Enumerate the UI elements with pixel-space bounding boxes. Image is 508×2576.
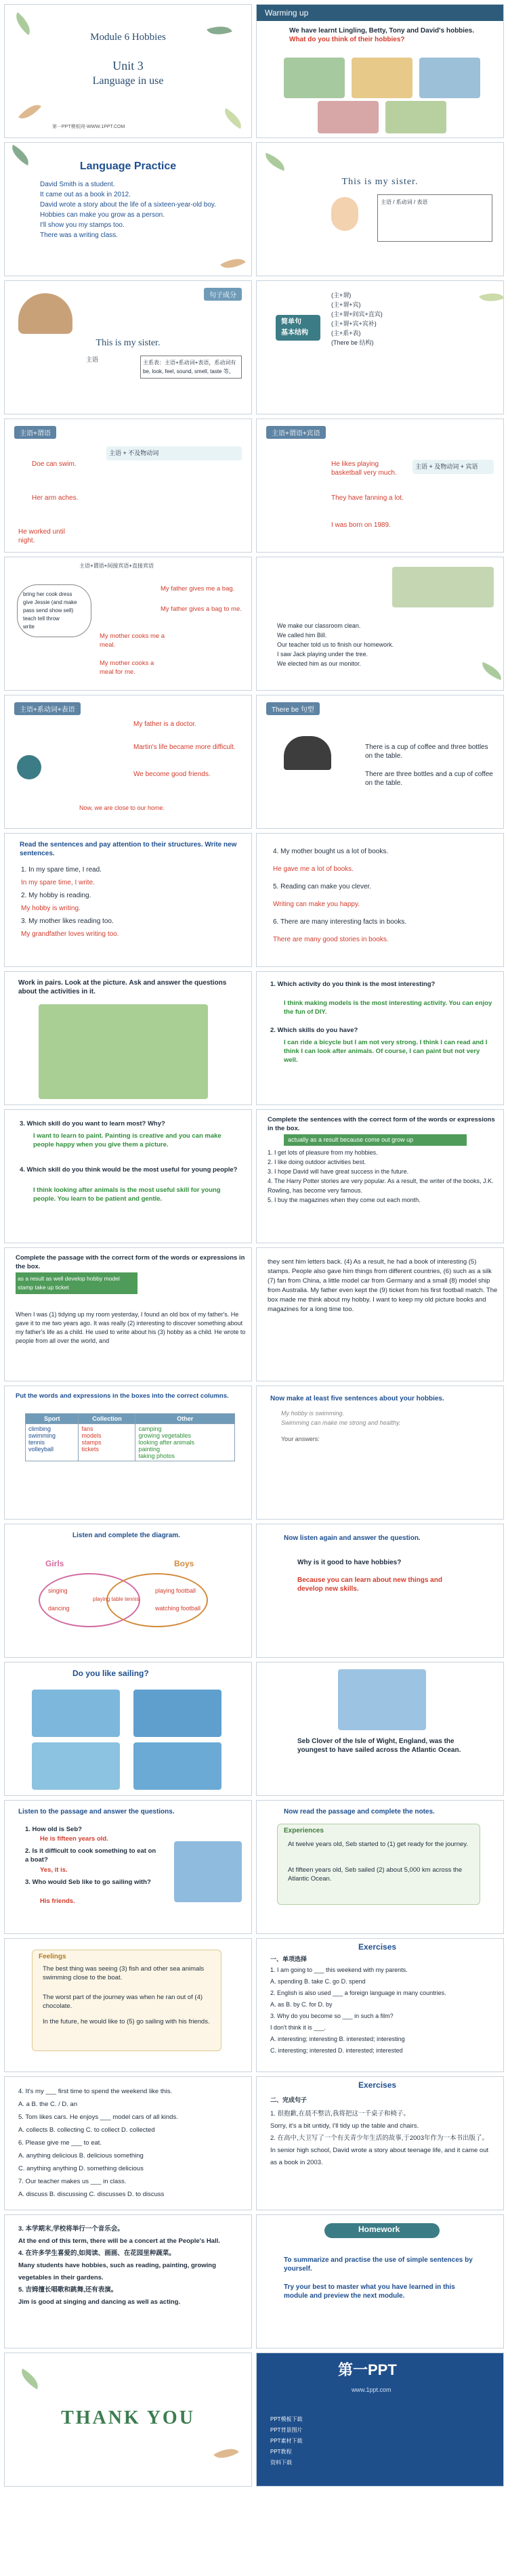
question: Why is it good to have hobbies?	[297, 1559, 402, 1566]
col-header: Sport	[26, 1414, 79, 1424]
exercise-heading: Complete the sentences with the correct form of the words or expressions in the box.	[268, 1116, 495, 1132]
lp-list	[40, 179, 216, 240]
example-sentence: He worked until night.	[18, 528, 65, 544]
lp-item: David Smith is a student.	[40, 181, 115, 188]
cell-item: fans	[81, 1425, 93, 1432]
boat-photo	[174, 1841, 242, 1902]
section-tag: 主语+谓语+宾语	[266, 426, 326, 439]
exercise-item: A. discuss B. discussing C. discusses D. to discuss	[18, 2191, 165, 2198]
answer: His friends.	[40, 1897, 75, 1905]
question: 1. Which activity do you think is the most interesting?	[270, 981, 436, 988]
exercise-item: A. as B. by C. for D. by	[270, 2001, 333, 2008]
slide-28[interactable]	[256, 1800, 504, 1934]
exercise-list	[270, 2108, 494, 2169]
diagram-answer: playing football	[155, 1587, 196, 1594]
question: 4. Which skill do you think would be the most useful for young people?	[20, 1166, 238, 1174]
structure-row: (主+谓+宾+宾补)	[331, 320, 377, 327]
example-sentence: My mother cooks a meal for me.	[100, 660, 154, 676]
slide-8[interactable]	[256, 418, 504, 553]
word-box: actually as a result because come out grow up	[284, 1134, 467, 1146]
answer-label: Your answers:	[281, 1436, 320, 1442]
hobby-picture-2	[352, 58, 412, 98]
slide-22[interactable]	[256, 1386, 504, 1520]
slide-17[interactable]	[4, 1109, 252, 1243]
slide-35[interactable]	[4, 2353, 252, 2487]
exercise-item: 6. There are many interesting facts in books.	[273, 918, 407, 926]
diagram-answer: watching football	[155, 1605, 201, 1612]
role-label: 系动词	[396, 199, 412, 205]
exercise-item: 5. Reading can make you clever.	[273, 883, 372, 890]
exercise-item: 3. Why do you become so ___ in such a film?	[270, 2013, 394, 2019]
slide-19[interactable]	[4, 1247, 252, 1381]
exercise-item: 3. 本学期末,学校将举行一个音乐会。	[18, 2225, 124, 2233]
sailing-photo-2	[133, 1690, 221, 1737]
exercise-item: Sorry, it's a bit untidy, I'll tidy up the table and chairs.	[270, 2122, 419, 2130]
hobby-picture-4	[318, 101, 379, 133]
slide-31[interactable]	[4, 2076, 252, 2210]
exercise-list	[21, 863, 238, 941]
answer: I think making models is the most interesting activity. You can enjoy the fun of DIY.	[284, 1000, 492, 1016]
sister-illustration	[331, 197, 358, 231]
structure-row: (主+系+表)	[331, 330, 361, 337]
homework-line: Try your best to master what you have learned in this module and preview the next module.	[284, 2283, 455, 2300]
answer-item: There are many good stories in books.	[273, 936, 389, 943]
answer: I think looking after animals is the most useful skill for young people. You learn to be patient and gentle.	[33, 1186, 221, 1203]
cell-item: tickets	[81, 1446, 99, 1453]
example-sentence: He likes playing basketball very much.	[331, 460, 397, 477]
cell-item: camping	[138, 1425, 162, 1432]
hobby-picture-3	[419, 58, 480, 98]
notes-label: Feelings	[39, 1953, 66, 1960]
exercise-list	[18, 2085, 242, 2201]
passage-text: they sent him letters back. (4) As a result, he had a book of interesting (5) stamps. People also gave him things from different countries, (6) such as a silk (7) fan from China, a little model car from Germany and a small (8) model ship from Australia. My father even kept the (9) ticket from his first football match. The box made me think about my hobby. I want to keep my old picture books and magazines for a long time too.	[268, 1258, 498, 1313]
exercise-subheading: 二、完成句子	[270, 2097, 308, 2103]
exercise-heading: Do you like sailing?	[72, 1669, 149, 1678]
warmup-statement: We have learnt Lingling, Betty, Tony and David's hobbies.	[289, 27, 474, 35]
answer: He is fifteen years old.	[40, 1835, 108, 1843]
exercise-heading: Read the sentences and pay attention to their structures. Write new sentences.	[20, 841, 237, 857]
role-label: 表语	[417, 199, 428, 205]
exercise-heading: Exercises	[358, 2080, 397, 2090]
exercise-item: A. anything delicious B. delicious something	[18, 2152, 144, 2160]
question: 2. Is it difficult to cook something to eat on a boat?	[25, 1847, 156, 1864]
slide-18[interactable]	[256, 1109, 504, 1243]
slide-9[interactable]	[4, 557, 252, 691]
exercise-item: At the end of this term, there will be a concert at the People's Hall.	[18, 2237, 220, 2245]
example-sentence: Her arm aches.	[32, 494, 79, 502]
slide-34[interactable]	[256, 2214, 504, 2348]
sailing-photo-3	[32, 1742, 120, 1790]
notes-box	[277, 1824, 480, 1905]
example-list	[277, 621, 480, 668]
exercise-item: 2. 在高中,大卫写了一个有关青少年生活的故事,于2003年作为一本书出版了。	[270, 2134, 488, 2142]
exercise-item: Many students have hobbies, such as reading, painting, growing vegetables in their gardens.	[18, 2262, 216, 2281]
verb-line: pass send show sell)	[23, 607, 74, 614]
table-illustration	[284, 736, 331, 770]
example-sentence: My mother cooks me a meal.	[100, 632, 165, 649]
exercise-item: 5. Tom likes cars. He enjoys ___ model cars of all kinds.	[18, 2113, 178, 2121]
seb-photo	[338, 1669, 426, 1730]
table-cell	[79, 1424, 135, 1461]
col-header: Other	[135, 1414, 235, 1424]
section-tag: 主语+谓语+间接宾语+直接宾语	[79, 563, 154, 569]
slide-14[interactable]	[256, 833, 504, 967]
brand-url: www.1ppt.com	[352, 2386, 391, 2393]
example-sentence: We become good friends.	[133, 771, 211, 778]
sailing-photo-4	[133, 1742, 221, 1790]
footer-link[interactable]: PPT教程	[270, 2449, 292, 2455]
exercise-heading: Listen to the passage and answer the questions.	[18, 1808, 175, 1816]
exercise-item: 4. My mother bought us a lot of books.	[273, 848, 389, 855]
slide-30[interactable]	[256, 1938, 504, 2072]
notes-line: In the future, he would like to (5) go sailing with his friends.	[43, 2018, 210, 2025]
diagram-answer: dancing	[48, 1605, 70, 1612]
family-illustration	[18, 293, 72, 334]
warmup-text	[289, 26, 492, 44]
note-box: 主语 + 不及物动词	[106, 446, 242, 460]
example-line: We make our classroom clean.	[277, 622, 361, 629]
exercise-item: 3. I hope David will have great success in the future.	[268, 1168, 409, 1175]
passage-text: When I was (1) tidying up my room yesterday, I found an old box of my father's. He gave it to me two years ago. It was really (2) interesting to discover something about my father's life as a child. He used to write about his (3) hobby as a child. He wrote to people from all over the world, and	[16, 1311, 246, 1344]
exercise-list	[273, 843, 490, 949]
footer-text: 第一PPT模板网-WWW.1PPT.COM	[52, 125, 125, 129]
table-cell	[135, 1424, 235, 1461]
structure-row: (主+谓)	[331, 292, 352, 299]
structure-row: (主+谓+间宾+直宾)	[331, 311, 383, 318]
answer-item: My grandfather loves writing too.	[21, 930, 119, 938]
question: 3. Who would Seb like to go sailing with?	[25, 1879, 151, 1886]
activities-picture	[39, 1004, 208, 1099]
example-line: I saw Jack playing under the tree.	[277, 651, 368, 658]
boys-label: Boys	[174, 1559, 194, 1568]
exercise-heading: Now read the passage and complete the notes.	[284, 1808, 435, 1816]
cell-item: tennis	[28, 1439, 45, 1446]
cell-item: swimming	[28, 1432, 56, 1439]
slide-36[interactable]	[256, 2353, 504, 2487]
table-cell	[26, 1424, 79, 1461]
footer-link[interactable]: PPT模板下载	[270, 2416, 303, 2422]
answer: Yes, it is.	[40, 1866, 68, 1874]
lp-item: There was a writing class.	[40, 232, 119, 239]
answer-item: Writing can make you happy.	[273, 901, 360, 908]
structure-list	[331, 291, 494, 347]
notes-label: Experiences	[284, 1827, 324, 1834]
slide-header: Warming up	[257, 5, 503, 21]
footer-link[interactable]: 资料下载	[270, 2460, 292, 2466]
slide-10[interactable]	[256, 557, 504, 691]
structure-row: (There be 结构)	[331, 339, 374, 346]
sentence-title: This is my sister.	[341, 177, 419, 187]
slide-24[interactable]	[256, 1524, 504, 1658]
seb-caption: Seb Clover of the Isle of Wight, England, was the youngest to have sailed across the Atlantic Ocean.	[297, 1738, 461, 1754]
slide-27[interactable]	[4, 1800, 252, 1934]
cell-item: models	[81, 1432, 102, 1439]
slide-7[interactable]	[4, 418, 252, 553]
cell-item: stamps	[81, 1439, 102, 1446]
example-sentence: My father gives a bag to me.	[161, 605, 242, 613]
notes-line: At twelve years old, Seb started to (1) get ready for the journey.	[288, 1841, 468, 1848]
exercise-list	[268, 1148, 498, 1205]
exercise-item: 2. I like doing outdoor activities best.	[268, 1159, 366, 1165]
sailing-photo-1	[32, 1690, 120, 1737]
hobby-picture-1	[284, 58, 345, 98]
role-label: 主语	[381, 199, 391, 205]
slide-21[interactable]	[4, 1386, 252, 1520]
word-box: as a result as well develop hobby model stamp take up ticket	[16, 1272, 137, 1294]
unit-title: Unit 3	[112, 59, 144, 72]
exercise-heading: Now listen again and answer the question.	[284, 1534, 421, 1542]
sentence-title: This is my sister.	[96, 338, 161, 348]
exercise-subheading: 一、单项选择	[270, 1956, 308, 1962]
exercise-item: Jim is good at singing and dancing as well as acting.	[18, 2298, 181, 2306]
lp-item: Hobbies can make you grow as a person.	[40, 211, 165, 219]
note-box: 主系表：主语+系动词+表语，系动词有 be, look, feel, sound, smell, taste 等。	[140, 356, 242, 379]
brand-logo: 第一PPT	[338, 2361, 397, 2378]
question: 3. Which skill do you want to learn most? Why?	[20, 1120, 165, 1128]
answer: Because you can learn about new things and develop new skills.	[297, 1576, 442, 1593]
verb-line: bring her cook dress	[23, 591, 72, 597]
example-sentence: There is a cup of coffee and three bottles on the table.	[365, 744, 488, 760]
role-label: 主语	[86, 356, 99, 363]
exercise-item: A. a B. the C. / D. an	[18, 2101, 78, 2108]
answer-item: In my spare time, I write.	[21, 879, 95, 886]
slide-25[interactable]	[4, 1662, 252, 1796]
lp-title: Language Practice	[79, 160, 177, 172]
exercise-heading: Listen and complete the diagram.	[72, 1532, 180, 1539]
label-simple-sentence: 简单句	[281, 318, 301, 326]
exercise-item: I don't think it is ___.	[270, 2024, 326, 2031]
slide-3[interactable]	[4, 142, 252, 276]
example-sentence: I was born on 1989.	[331, 521, 391, 529]
cell-item: painting	[138, 1446, 160, 1453]
slide-11[interactable]	[4, 695, 252, 829]
label-basic-structure: 基本结构	[281, 329, 308, 337]
example-sentence: Swimming can make me strong and healthy.	[281, 1419, 401, 1426]
exercise-heading: Put the words and expressions in the boxes into the correct columns.	[16, 1392, 229, 1400]
exercise-item: A. spending B. take C. go D. spend	[270, 1978, 366, 1985]
cell-item: looking after animals	[138, 1439, 195, 1446]
hobby-picture-5	[385, 101, 446, 133]
answer-item: My hobby is writing.	[21, 905, 81, 912]
slide-2[interactable]	[256, 4, 504, 138]
cell-item: climbing	[28, 1425, 51, 1432]
exercise-item: A. collects B. collecting C. to collect D. collected	[18, 2126, 155, 2134]
cell-item: growing vegetables	[138, 1432, 192, 1439]
exercise-item: 5. I buy the magazines when they come out each month.	[268, 1197, 421, 1203]
speech-bubble: 主语 / 系动词 / 表语	[377, 194, 492, 242]
footer-link[interactable]: PPT素材下载	[270, 2438, 303, 2444]
slide-23[interactable]	[4, 1524, 252, 1658]
example-sentence: They have fanning a lot.	[331, 494, 404, 502]
exercise-heading: Now make at least five sentences about your hobbies.	[270, 1395, 444, 1402]
cell-item: volleyball	[28, 1446, 54, 1453]
section-tag: There be 句型	[266, 702, 320, 715]
exercise-item: 1. In my spare time, I read.	[21, 866, 102, 874]
exercise-item: 5. 吉姆擅长唱歌和跳舞,还有表演。	[18, 2286, 118, 2294]
exercise-list	[18, 2223, 242, 2309]
example-sentence: My father is a doctor.	[133, 721, 196, 728]
exercise-item: 1. 很抱歉,在晨不整洁,我将把这一千桌子和椅子。	[270, 2110, 410, 2118]
col-header: Collection	[79, 1414, 135, 1424]
verb-line: write	[23, 624, 35, 630]
lp-item: David wrote a story about the life of a sixteen-year-old boy.	[40, 201, 216, 209]
slide-29[interactable]	[4, 1938, 252, 2072]
example-sentence: My father gives me a bag.	[161, 585, 235, 593]
diagram-answer: singing	[48, 1587, 68, 1594]
section-tag: 主语+谓语	[14, 426, 56, 439]
verb-line: teach tell throw	[23, 616, 60, 622]
example-sentence: There are three bottles and a cup of coffee on the table.	[365, 771, 493, 787]
slide-26[interactable]	[256, 1662, 504, 1796]
exercise-heading: Complete the passage with the correct form of the words or expressions in the box.	[16, 1254, 245, 1270]
slide-33[interactable]	[4, 2214, 252, 2348]
slide-12[interactable]	[256, 695, 504, 829]
example-sentence: My hobby is swimming.	[281, 1410, 345, 1417]
answer: I can ride a bicycle but I am not very strong. I think I can read and I think I can look after animals. Of course, I can paint but not very well.	[284, 1039, 488, 1064]
slide-15[interactable]	[4, 971, 252, 1105]
slide-1[interactable]	[4, 4, 252, 138]
example-line: We elected him as our monitor.	[277, 660, 361, 667]
footer-link[interactable]: PPT背景图片	[270, 2427, 303, 2433]
slide-13[interactable]	[4, 833, 252, 967]
exercise-item: In senior high school, David wrote a story about teenage life, and it came out as a book in 2003.	[270, 2147, 489, 2166]
thank-you-text: THANK YOU	[61, 2407, 195, 2428]
homework-title: Homework	[358, 2225, 400, 2234]
slide-6[interactable]	[256, 280, 504, 414]
exercise-heading: Work in pairs. Look at the picture. Ask and answer the questions about the activities in it.	[18, 979, 227, 995]
classroom-picture	[392, 567, 494, 607]
exercise-item: 3. My mother likes reading too.	[21, 918, 114, 925]
section-tag: 句子成分	[204, 288, 242, 301]
diagram-answer: playing table tennis	[93, 1596, 140, 1602]
slide-20[interactable]	[256, 1247, 504, 1381]
example-line: We called him Bill.	[277, 632, 327, 639]
slide-5[interactable]	[4, 280, 252, 414]
module-title: Module 6 Hobbies	[90, 32, 166, 43]
cell-item: taking photos	[138, 1453, 175, 1459]
exercise-item: 4. 在许多学生喜爱的,如阅读、画画、在花园里种蔬菜。	[18, 2250, 175, 2257]
exercise-item: 6. Please give me ___ to eat.	[18, 2139, 102, 2147]
exercise-item: 2. English is also used ___ a foreign language in many countries.	[270, 1990, 446, 1996]
exercise-item: C. interesting; interested D. interested; interested	[270, 2047, 403, 2054]
exercise-item: 1. I get lots of pleasure from my hobbies.	[268, 1149, 378, 1156]
exercise-item: 4. It's my ___ first time to spend the weekend like this.	[18, 2088, 173, 2095]
lp-item: I'll show you my stamps too.	[40, 221, 125, 229]
exercise-item: C. anything anything D. something delicious	[18, 2165, 144, 2172]
exercise-item: 2. My hobby is reading.	[21, 892, 91, 899]
exercise-item: 7. Our teacher makes us ___ in class.	[18, 2178, 127, 2185]
unit-subtitle: Language in use	[92, 75, 164, 87]
answer: I want to learn to paint. Painting is creative and you can make people happy when you give them a picture.	[33, 1132, 221, 1149]
verb-line: give Jessie (and make	[23, 599, 77, 605]
structure-circle	[17, 755, 41, 779]
exercise-item: A. interesting; interesting B. interested; interesting	[270, 2036, 405, 2042]
example-sentence: Now, we are close to our home.	[79, 804, 165, 811]
slide-16[interactable]	[256, 971, 504, 1105]
girls-label: Girls	[45, 1559, 64, 1568]
exercise-item: 1. I am going to ___ this weekend with my parents.	[270, 1967, 408, 1973]
notes-line: The best thing was seeing (3) fish and other sea animals swimming close to the boat.	[43, 1965, 205, 1981]
answer-item: He gave me a lot of books.	[273, 865, 354, 873]
slide-4[interactable]	[256, 142, 504, 276]
footer-links	[270, 2414, 494, 2468]
exercise-list	[270, 1965, 494, 2057]
slide-32[interactable]	[256, 2076, 504, 2210]
notes-line: The worst part of the journey was when he ran out of (4) chocolate.	[43, 1994, 203, 2010]
exercise-item: 4. The Harry Potter stories are very popular. As a result, the writer of the books, J.K. Rowling, has become very famous.	[268, 1178, 494, 1194]
notes-line: At fifteen years old, Seb sailed (2) about 5,000 km across the Atlantic Ocean.	[288, 1866, 463, 1883]
structure-row: (主+谓+宾)	[331, 301, 361, 308]
note-box: 主语 + 及物动词 + 宾语	[412, 460, 494, 474]
category-table	[25, 1413, 235, 1461]
homework-line: To summarize and practise the use of simple sentences by yourself.	[284, 2256, 473, 2273]
exercise-heading: Exercises	[358, 1942, 397, 1952]
warmup-question: What do you think of their hobbies?	[289, 36, 405, 43]
lp-item: It came out as a book in 2012.	[40, 191, 131, 198]
example-sentence: Martin's life became more difficult.	[133, 744, 236, 751]
question: 1. How old is Seb?	[25, 1826, 82, 1833]
question: 2. Which skills do you have?	[270, 1027, 358, 1034]
section-tag: 主语+系动词+表语	[14, 702, 81, 715]
example-line: Our teacher told us to finish our homework.	[277, 641, 394, 648]
verb-box	[17, 584, 91, 637]
example-sentence: Doe can swim.	[32, 460, 77, 468]
